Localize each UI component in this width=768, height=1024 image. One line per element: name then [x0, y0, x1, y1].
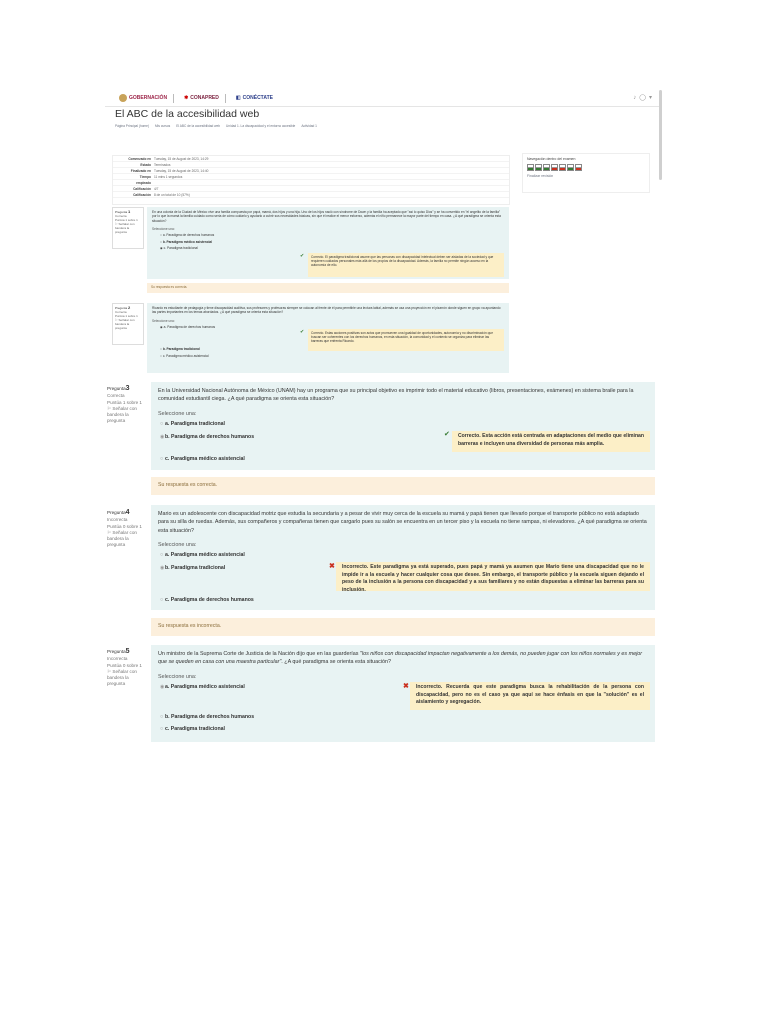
summary-value: Terminados — [154, 162, 171, 167]
quiz-navigation-title: Navegación dentro del examen — [527, 157, 576, 161]
quiz-navigation — [522, 153, 650, 193]
logo-gobernacion[interactable] — [119, 94, 167, 102]
question-status: Correcta — [107, 393, 125, 399]
question-points: Puntúa 1 sobre 1 — [115, 218, 138, 222]
radio-button[interactable]: ○ — [160, 456, 164, 462]
question-label: Pregunta — [107, 510, 126, 515]
bell-icon[interactable]: ♪ — [633, 95, 640, 101]
conectate-icon: ◧ — [235, 95, 241, 101]
answer-label: b. Paradigma tradicional — [165, 565, 226, 571]
flag-question-link[interactable] — [107, 669, 147, 688]
radio-button[interactable]: ○ — [160, 726, 164, 732]
question-label: Pregunta — [115, 210, 128, 214]
flag-icon: ⚐ — [107, 668, 112, 674]
radio-button[interactable]: ◉ — [160, 434, 165, 440]
flag-label: Señalar con bandera la pregunta — [107, 529, 137, 548]
quiz-nav-button-top — [528, 165, 533, 168]
summary-key: Calificación — [133, 186, 151, 191]
answer-option[interactable] — [160, 726, 225, 732]
question-text-part: . ¿A qué paradigma se orienta esta situación? — [281, 659, 391, 666]
summary-key: Finalizado en — [130, 168, 151, 173]
answer-label: a. Paradigma médico asistencial — [165, 552, 245, 558]
logo-conectate-label: CONÉCTATE — [242, 95, 273, 101]
quiz-nav-button-top — [568, 165, 573, 168]
answer-feedback: Correcto. Estas acciones positivas son actos que promueven una igualdad de oportunidades, autonomía y no discriminación que buscan ser coherentes con los derechos humanos, en esta situación, la comunidad y el contexto se organiza para eliminar las barreras que enfrenta Ricardo. — [308, 329, 504, 351]
select-prompt: Seleccione una: — [152, 318, 175, 323]
summary-key: Tiempo — [139, 174, 151, 179]
question-text: Mario es un adolescente con discapacidad motriz que estudia la secundaria y a pesar de vivir muy cerca de la escuela su mamá y papá tienen que llevarlo porque el transporte público no está adaptado para su silla de ruedas. Además, sus compañeros y compañeras tienen que cargarlo pues su salón se encuentra en un tercer piso y la escuela no tiene rampas, ni elevadores. ¿A qué paradigma se orienta esta situación? — [158, 511, 647, 534]
question-status: Correcta — [115, 310, 127, 314]
quiz-nav-button-1[interactable] — [527, 164, 534, 171]
summary-key: Comenzado en — [128, 156, 151, 161]
answer-outcome: Su respuesta es correcta. — [147, 283, 509, 293]
breadcrumb — [115, 124, 317, 128]
question-text: En una colonia de la Ciudad de México vive una familia compuesta por papá, mamá, dos hijos y una hija. Uno de los hijos nació con síndrome de Down y la familia ha aceptado que "así lo quiso Dios" y se ha convertido en "el angelito de la familia" por lo que la mamá la familia cuidado como sería de cómo cuidarlo y ayudarlo a cubrir sus necesidades básicas, sin que él realice el menor esfuerzo, además el niño permanece la mayor parte del tiempo en casa. ¿A qué paradigma se orienta esta situación? — [152, 210, 501, 223]
answer-option[interactable] — [160, 597, 254, 603]
answer-option[interactable]: ○ b. Paradigma tradicional — [160, 347, 200, 352]
select-prompt: Seleccione una: — [158, 673, 197, 680]
answer-label: b. Paradigma médico asistencial — [162, 239, 213, 244]
summary-value: 11 mins 1 segundos — [154, 174, 183, 179]
quiz-nav-button-top — [552, 165, 557, 168]
cross-icon: ✖ — [403, 683, 409, 690]
radio-button[interactable]: ○ — [160, 421, 164, 427]
summary-value: Tuesday, 15 de August de 2023, 14:40 — [154, 168, 209, 173]
question-num: 4 — [125, 509, 130, 516]
question-info — [107, 384, 147, 424]
flag-label: Señalar con bandera la pregunta — [115, 222, 135, 234]
conapred-icon: ✱ — [184, 95, 189, 101]
summary-key: Calificación — [133, 192, 151, 197]
top-navbar — [105, 90, 661, 107]
summary-key: Estado — [140, 162, 151, 167]
check-icon: ✔ — [300, 253, 305, 259]
breadcrumb-unit[interactable]: Unidad 1. La discapacidad y el entorno accesible — [226, 124, 296, 128]
answer-option[interactable] — [160, 434, 254, 440]
flag-question-link[interactable] — [115, 222, 141, 234]
quiz-nav-button-top — [536, 165, 541, 168]
quiz-nav-button-top — [560, 165, 565, 168]
question-number — [107, 647, 147, 656]
logo-gobernacion-label: GOBERNACIÓN — [129, 95, 168, 101]
seal-icon — [119, 94, 127, 102]
flag-icon: ⚐ — [107, 529, 112, 535]
quiz-nav-button-top — [544, 165, 549, 168]
select-prompt: Seleccione una: — [158, 542, 197, 549]
question-label: Pregunta — [107, 649, 126, 654]
breadcrumb-course[interactable]: El ABC de la accesibilidad web — [176, 124, 221, 128]
flag-question-link[interactable] — [107, 406, 147, 425]
select-prompt: Seleccione una: — [152, 226, 175, 231]
answer-label: c. Paradigma tradicional — [165, 726, 225, 732]
flag-label: Señalar con bandera la pregunta — [115, 318, 135, 330]
quiz-nav-button-top — [576, 165, 581, 168]
answer-option[interactable] — [160, 456, 245, 462]
logo-conapred-label: CONAPRED — [190, 95, 219, 101]
quiz-nav-button-4[interactable] — [551, 164, 558, 171]
answer-label: b. Paradigma tradicional — [162, 347, 200, 352]
question-num: 1 — [128, 209, 131, 214]
chevron-down-icon[interactable]: ▾ — [648, 95, 655, 101]
question-text: En la Universidad Nacional Autónoma de México (UNAM) hay un programa que su principal objetivo es imprimir todo el material educativo (libros, presentaciones, exámenes) en sistema braile para la comunidad estudiantil ciega. ¿A qué paradigma se orienta esta situación? — [158, 388, 634, 403]
check-icon: ✔ — [300, 329, 305, 335]
answer-outcome: Su respuesta es incorrecta. — [151, 618, 655, 636]
question-status: Incorrecta — [107, 517, 128, 523]
radio-button[interactable]: ◉ — [160, 684, 165, 690]
breadcrumb-activity[interactable]: Actividad 1 — [301, 124, 317, 128]
summary-value: Tuesday, 15 de August de 2023, 14:29 — [154, 156, 209, 161]
answer-feedback: Incorrecto. Este paradigma ya está superado, pues papá y mamá ya asumen que Mario tiene una discapacidad que no le impide ir a la escuela y hacer cualquier cosa que desee. Sin embargo, el transporte público y la escuela siguen dejando el peso de la inclusión a la persona con discapacidad y a sus familiares y no están dispuestas a eliminar las barreras para su inclusión. — [336, 562, 650, 591]
flag-icon: ⚐ — [115, 222, 118, 226]
answer-option[interactable]: ○ a. Paradigma de derechos humanos — [160, 233, 215, 238]
answer-option[interactable]: ○ c. Paradigma médico asistencial — [160, 353, 209, 358]
summary-key: empleado — [136, 180, 151, 185]
question-points: Puntúa 0 sobre 1 — [107, 523, 142, 529]
question-label: Pregunta — [115, 306, 128, 310]
flag-icon: ⚐ — [115, 318, 118, 322]
breadcrumb-my-courses[interactable]: Mis cursos — [155, 124, 171, 128]
answer-option[interactable] — [160, 565, 225, 571]
answer-label: b. Paradigma de derechos humanos — [165, 714, 255, 720]
breadcrumb-home[interactable]: Página Principal (home) — [115, 124, 150, 128]
question-points: Puntúa 0 sobre 1 — [107, 662, 142, 668]
answer-option[interactable]: ◉ c. Paradigma tradicional — [160, 245, 198, 250]
answer-label: a. Paradigma de derechos humanos — [163, 324, 216, 329]
answer-outcome: Su respuesta es correcta. — [151, 477, 655, 495]
question-text — [158, 650, 648, 667]
flag-question-link[interactable] — [115, 318, 141, 330]
answer-option[interactable] — [160, 684, 245, 690]
answer-label: c. Paradigma tradicional — [163, 245, 198, 250]
flag-icon: ⚐ — [107, 405, 112, 411]
page-header — [105, 90, 661, 140]
logo-conapred[interactable] — [184, 95, 219, 101]
answer-label: a. Paradigma médico asistencial — [165, 684, 245, 690]
page-title: El ABC de la accesibilidad web — [115, 108, 260, 120]
quiz-nav-button-2[interactable] — [535, 164, 542, 171]
question-info — [112, 207, 144, 249]
quiz-nav-button-3[interactable] — [543, 164, 550, 171]
scrollbar[interactable] — [659, 90, 662, 180]
quiz-navigation-buttons — [527, 164, 649, 171]
question-status: Correcta — [115, 214, 127, 218]
cross-icon: ✖ — [329, 563, 335, 570]
summary-value: 8 de un total de 10 (57%) — [154, 192, 190, 197]
answer-option[interactable] — [160, 421, 225, 427]
summary-value: 4/7 — [154, 186, 159, 191]
logo-conectate[interactable] — [236, 95, 273, 101]
answer-label: a. Paradigma tradicional — [165, 421, 225, 427]
summary-row — [113, 192, 509, 198]
check-icon: ✔ — [444, 431, 450, 438]
question-points: Puntúa 1 sobre 1 — [107, 399, 142, 405]
question-number — [107, 508, 147, 517]
answer-feedback: Correcto. El paradigma tradicional asume que las personas con discapacidad intelectual deben ser aisladas de la sociedad y que requieren cuidados personales más allá de los propios de la discapacidad. Además, la familia no permite ningún acceso en la autonomía de ello. — [308, 253, 504, 277]
question-info — [107, 647, 147, 687]
question-num: 5 — [125, 648, 130, 655]
question-label: Pregunta — [107, 386, 126, 391]
answer-label: a. Paradigma de derechos humanos — [162, 233, 215, 238]
question-quote: "los niños con discapacidad impactan negativamente a los demás, no pueden jugar con los niños normales y es mejor que se queden en casa con una maestra particular" — [158, 651, 643, 666]
attempt-summary — [112, 155, 510, 205]
user-menu[interactable] — [633, 94, 655, 101]
answer-feedback: Incorrecto. Recuerda que este paradigma busca la rehabilitación de la persona con discapacidad, pero no es el caso ya que aquí se hace énfasis en que la "solución" es el aislamiento y segregación. — [410, 682, 650, 710]
radio-button[interactable]: ○ — [160, 714, 164, 720]
radio-button[interactable]: ○ — [160, 597, 164, 603]
answer-option[interactable]: ○ b. Paradigma médico asistencial — [160, 239, 213, 244]
radio-button[interactable]: ◉ — [160, 565, 165, 571]
answer-label: c. Paradigma médico asistencial — [165, 456, 245, 462]
flag-label: Señalar con bandera la pregunta — [107, 668, 137, 687]
question-info — [107, 508, 147, 548]
question-num: 2 — [128, 305, 131, 310]
divider — [225, 94, 226, 103]
answer-feedback: Correcto. Esta acción está centrada en adaptaciones del medio que eliminan barreras e incluyen una diversidad de personas más amplia. — [452, 431, 650, 452]
avatar-icon[interactable]: ◯ — [639, 95, 649, 101]
question-info — [112, 303, 144, 345]
question-number — [107, 384, 147, 393]
finish-review-link[interactable]: Finalizar revisión — [527, 174, 554, 178]
quiz-nav-button-5[interactable] — [559, 164, 566, 171]
question-text-part: Un ministro de la Suprema Corte de Justicia de la Nación dijo que en las guarderías — [158, 651, 360, 657]
answer-label: b. Paradigma de derechos humanos — [165, 434, 255, 440]
question-text: Ricardo es estudiante de pedagogía y tiene discapacidad auditiva, sus profesores y profesoras siempre se colocan al frente de él para permitirle una lectura labial, además se usa una proyección en el pizarrón donde siguen en grupo va apuntando las partes importantes en los temas abordados. ¿A qué paradigma se orienta esta situación? — [152, 306, 501, 315]
flag-question-link[interactable] — [107, 530, 147, 549]
question-points: Puntúa 1 sobre 1 — [115, 314, 138, 318]
question-status: Incorrecta — [107, 656, 128, 662]
answer-option[interactable]: ◉ a. Paradigma de derechos humanos — [160, 324, 216, 329]
divider — [173, 94, 174, 103]
quiz-nav-button-6[interactable] — [567, 164, 574, 171]
answer-label: c. Paradigma médico asistencial — [162, 353, 209, 358]
select-prompt: Seleccione una: — [158, 410, 197, 417]
answer-option[interactable] — [160, 552, 245, 558]
question-num: 3 — [125, 385, 130, 392]
answer-label: c. Paradigma de derechos humanos — [165, 597, 254, 603]
flag-label: Señalar con bandera la pregunta — [107, 405, 137, 424]
answer-option[interactable] — [160, 714, 254, 720]
radio-button[interactable]: ○ — [160, 552, 164, 558]
quiz-nav-button-7[interactable] — [575, 164, 582, 171]
